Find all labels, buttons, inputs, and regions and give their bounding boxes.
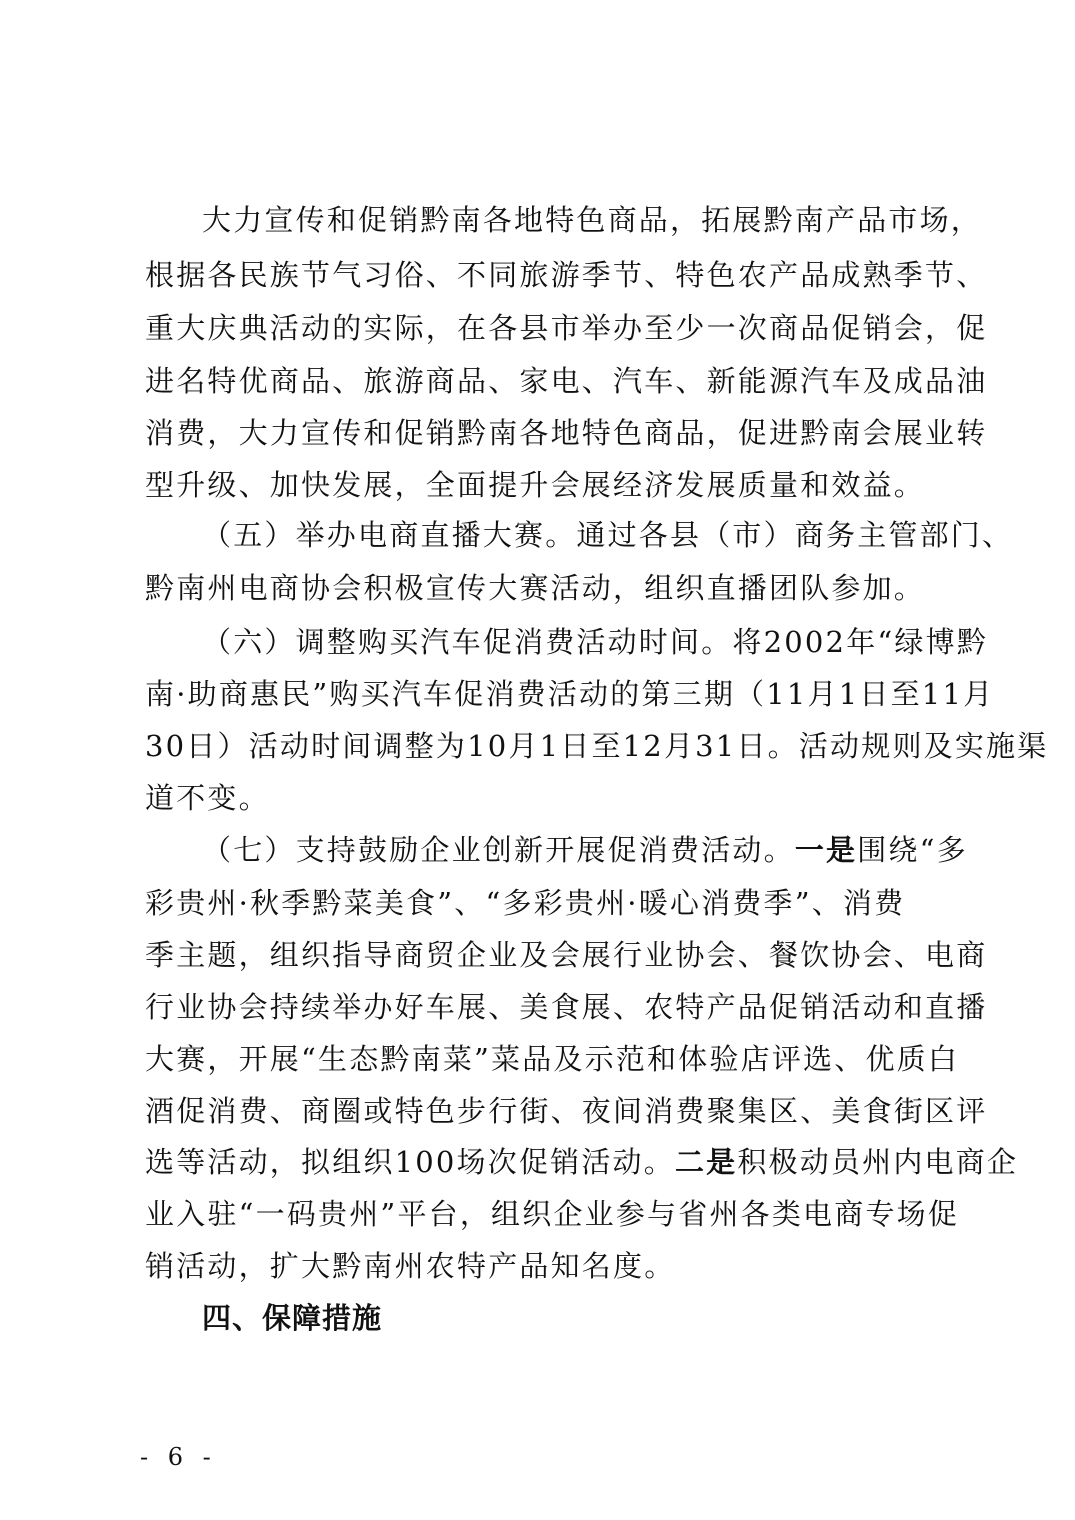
paragraph-4-line-2: 彩贵州·秋季黔菜美食”、“多彩贵州·暖心消费季”、消费 bbox=[145, 886, 906, 920]
paragraph-2-line-1: （五）举办电商直播大赛。通过各县（市）商务主管部门、 bbox=[202, 518, 1014, 552]
paragraph-4-line-7-text-b: 积极动员州内电商企 bbox=[737, 1145, 1019, 1179]
paragraph-4-line-1-text-b: 围绕“多 bbox=[857, 833, 968, 867]
paragraph-1-line-6: 型升级、加快发展，全面提升会展经济发展质量和效益。 bbox=[145, 468, 926, 502]
paragraph-4-line-7 bbox=[145, 1142, 1019, 1182]
paragraph-1-line-1: 大力宣传和促销黔南各地特色商品，拓展黔南产品市场， bbox=[202, 203, 983, 237]
paragraph-4-line-4: 行业协会持续举办好车展、美食展、农特产品促销活动和直播 bbox=[145, 990, 988, 1024]
paragraph-4-line-1-text-a: （七）支持鼓励企业创新开展促消费活动。 bbox=[202, 833, 795, 867]
paragraph-4-line-1 bbox=[202, 830, 1002, 870]
paragraph-4-line-5: 大赛，开展“生态黔南菜”菜品及示范和体验店评选、优质白 bbox=[145, 1042, 960, 1076]
paragraph-1-line-3: 重大庆典活动的实际，在各县市举办至少一次商品促销会，促 bbox=[145, 311, 988, 345]
paragraph-3-line-2: 南·助商惠民”购买汽车促消费活动的第三期（11月1日至11月 bbox=[145, 677, 995, 711]
page-number: - 6 - bbox=[140, 1443, 217, 1471]
paragraph-4-line-9: 销活动，扩大黔南州农特产品知名度。 bbox=[145, 1249, 676, 1283]
paragraph-3-line-3: 30日）活动时间调整为10月1日至12月31日。活动规则及实施渠 bbox=[145, 729, 1049, 763]
paragraph-4-line-6: 酒促消费、商圈或特色步行街、夜间消费聚集区、美食街区评 bbox=[145, 1094, 988, 1128]
paragraph-1-line-4: 进名特优商品、旅游商品、家电、汽车、新能源汽车及成品油 bbox=[145, 364, 988, 398]
paragraph-4-line-1-bold: 一是 bbox=[794, 833, 858, 867]
paragraph-4-line-7-bold: 二是 bbox=[674, 1145, 738, 1179]
section-heading: 四、保障措施 bbox=[202, 1301, 383, 1335]
paragraph-1-line-2: 根据各民族节气习俗、不同旅游季节、特色农产品成熟季节、 bbox=[145, 258, 988, 292]
paragraph-2-line-2: 黔南州电商协会积极宣传大赛活动，组织直播团队参加。 bbox=[145, 571, 926, 605]
paragraph-4-line-8: 业入驻“一码贵州”平台，组织企业参与省州各类电商专场促 bbox=[145, 1197, 960, 1231]
paragraph-1-line-5: 消费，大力宣传和促销黔南各地特色商品，促进黔南会展业转 bbox=[145, 416, 988, 450]
paragraph-4-line-7-text-a: 选等活动，拟组织100场次促销活动。 bbox=[145, 1145, 675, 1179]
paragraph-3-line-1: （六）调整购买汽车促消费活动时间。将2002年“绿博黔 bbox=[202, 625, 989, 659]
paragraph-3-line-4: 道不变。 bbox=[145, 781, 270, 815]
paragraph-4-line-3: 季主题，组织指导商贸企业及会展行业协会、餐饮协会、电商 bbox=[145, 938, 988, 972]
